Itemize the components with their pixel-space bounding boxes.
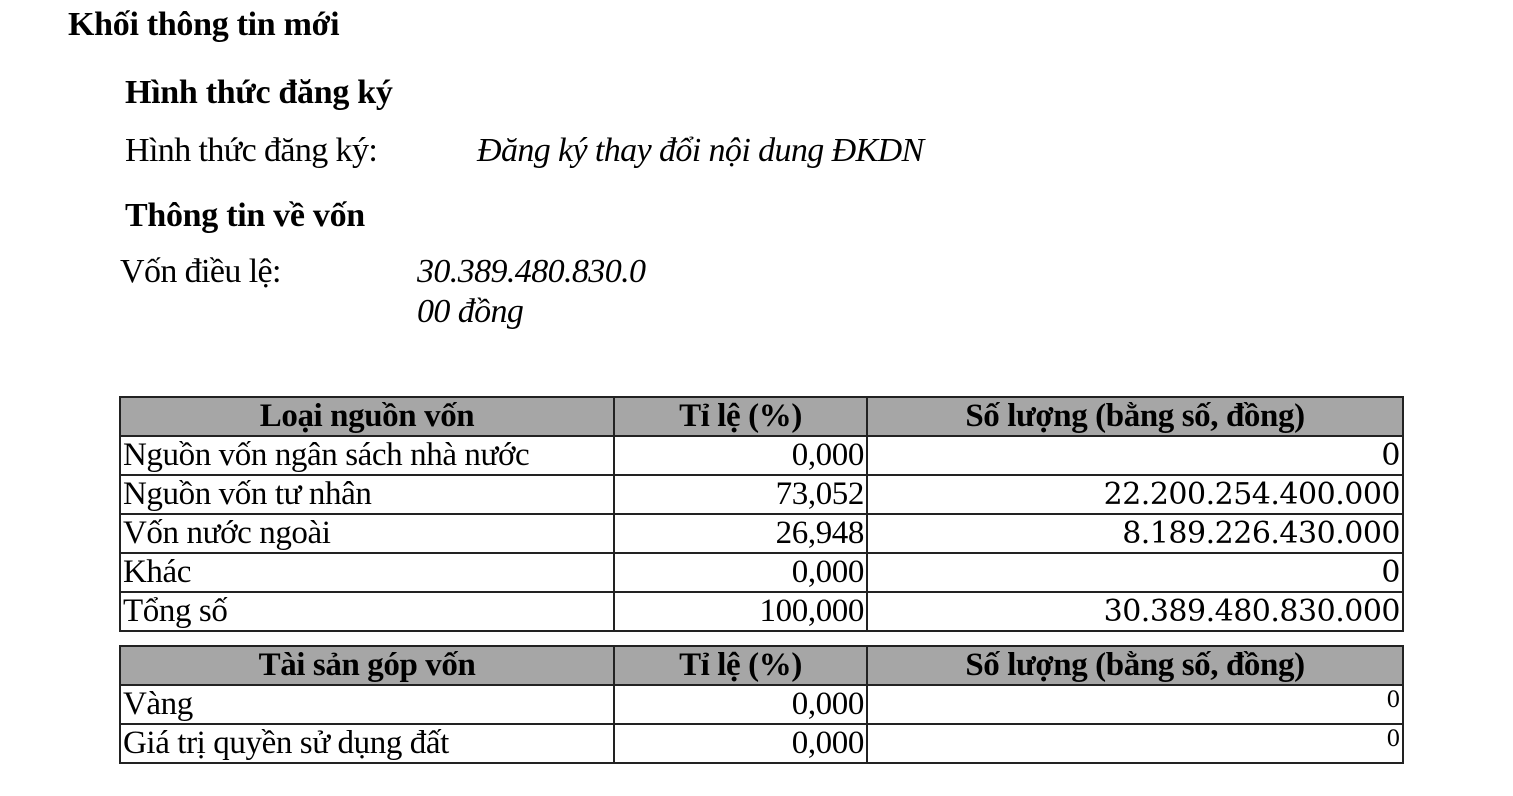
cell-amount: 0: [867, 553, 1403, 592]
table-row: [120, 685, 1403, 724]
table-header-row: [120, 397, 1403, 436]
table-row: [120, 436, 1403, 475]
column-header-amount: Số lượng (bằng số, đồng): [867, 646, 1403, 685]
cell-type: Vàng: [120, 685, 614, 724]
section-title: Khối thông tin mới: [68, 6, 340, 43]
cell-type: Giá trị quyền sử dụng đất: [120, 724, 614, 763]
table-row-total: [120, 592, 1403, 631]
column-header-ratio: Tỉ lệ (%): [614, 646, 867, 685]
capital-heading: Thông tin về vốn: [125, 197, 365, 234]
cell-ratio: 0,000: [614, 436, 867, 475]
cell-type: Nguồn vốn tư nhân: [120, 475, 614, 514]
cell-amount: 0: [867, 724, 1403, 763]
cell-ratio: 73,052: [614, 475, 867, 514]
column-header-source-type: Loại nguồn vốn: [120, 397, 614, 436]
table-row: [120, 553, 1403, 592]
column-header-asset-type: Tài sản góp vốn: [120, 646, 614, 685]
cell-amount: 8.189.226.430.000: [867, 514, 1403, 553]
table-row: [120, 475, 1403, 514]
cell-amount: 22.200.254.400.000: [867, 475, 1403, 514]
registration-label: Hình thức đăng ký:: [125, 132, 378, 169]
cell-type: Nguồn vốn ngân sách nhà nước: [120, 436, 614, 475]
cell-ratio: 100,000: [614, 592, 867, 631]
cell-ratio: 0,000: [614, 553, 867, 592]
contributed-assets-table: [119, 645, 1404, 764]
table-row: [120, 724, 1403, 763]
cell-ratio: 0,000: [614, 685, 867, 724]
cell-ratio: 26,948: [614, 514, 867, 553]
charter-capital-label: Vốn điều lệ:: [120, 253, 281, 290]
cell-amount: 0: [867, 436, 1403, 475]
table-header-row: [120, 646, 1403, 685]
table-row: [120, 514, 1403, 553]
column-header-amount: Số lượng (bằng số, đồng): [867, 397, 1403, 436]
cell-type: Vốn nước ngoài: [120, 514, 614, 553]
column-header-ratio: Tỉ lệ (%): [614, 397, 867, 436]
cell-amount: 30.389.480.830.000: [867, 592, 1403, 631]
registration-value: Đăng ký thay đổi nội dung ĐKDN: [477, 132, 924, 169]
cell-type: Khác: [120, 553, 614, 592]
registration-heading: Hình thức đăng ký: [125, 74, 393, 111]
cell-ratio: 0,000: [614, 724, 867, 763]
cell-amount: 0: [867, 685, 1403, 724]
charter-capital-value-line1: 30.389.480.830.0: [417, 253, 646, 290]
capital-sources-table: [119, 396, 1404, 632]
cell-type: Tổng số: [120, 592, 614, 631]
charter-capital-value-line2: 00 đồng: [417, 293, 524, 330]
